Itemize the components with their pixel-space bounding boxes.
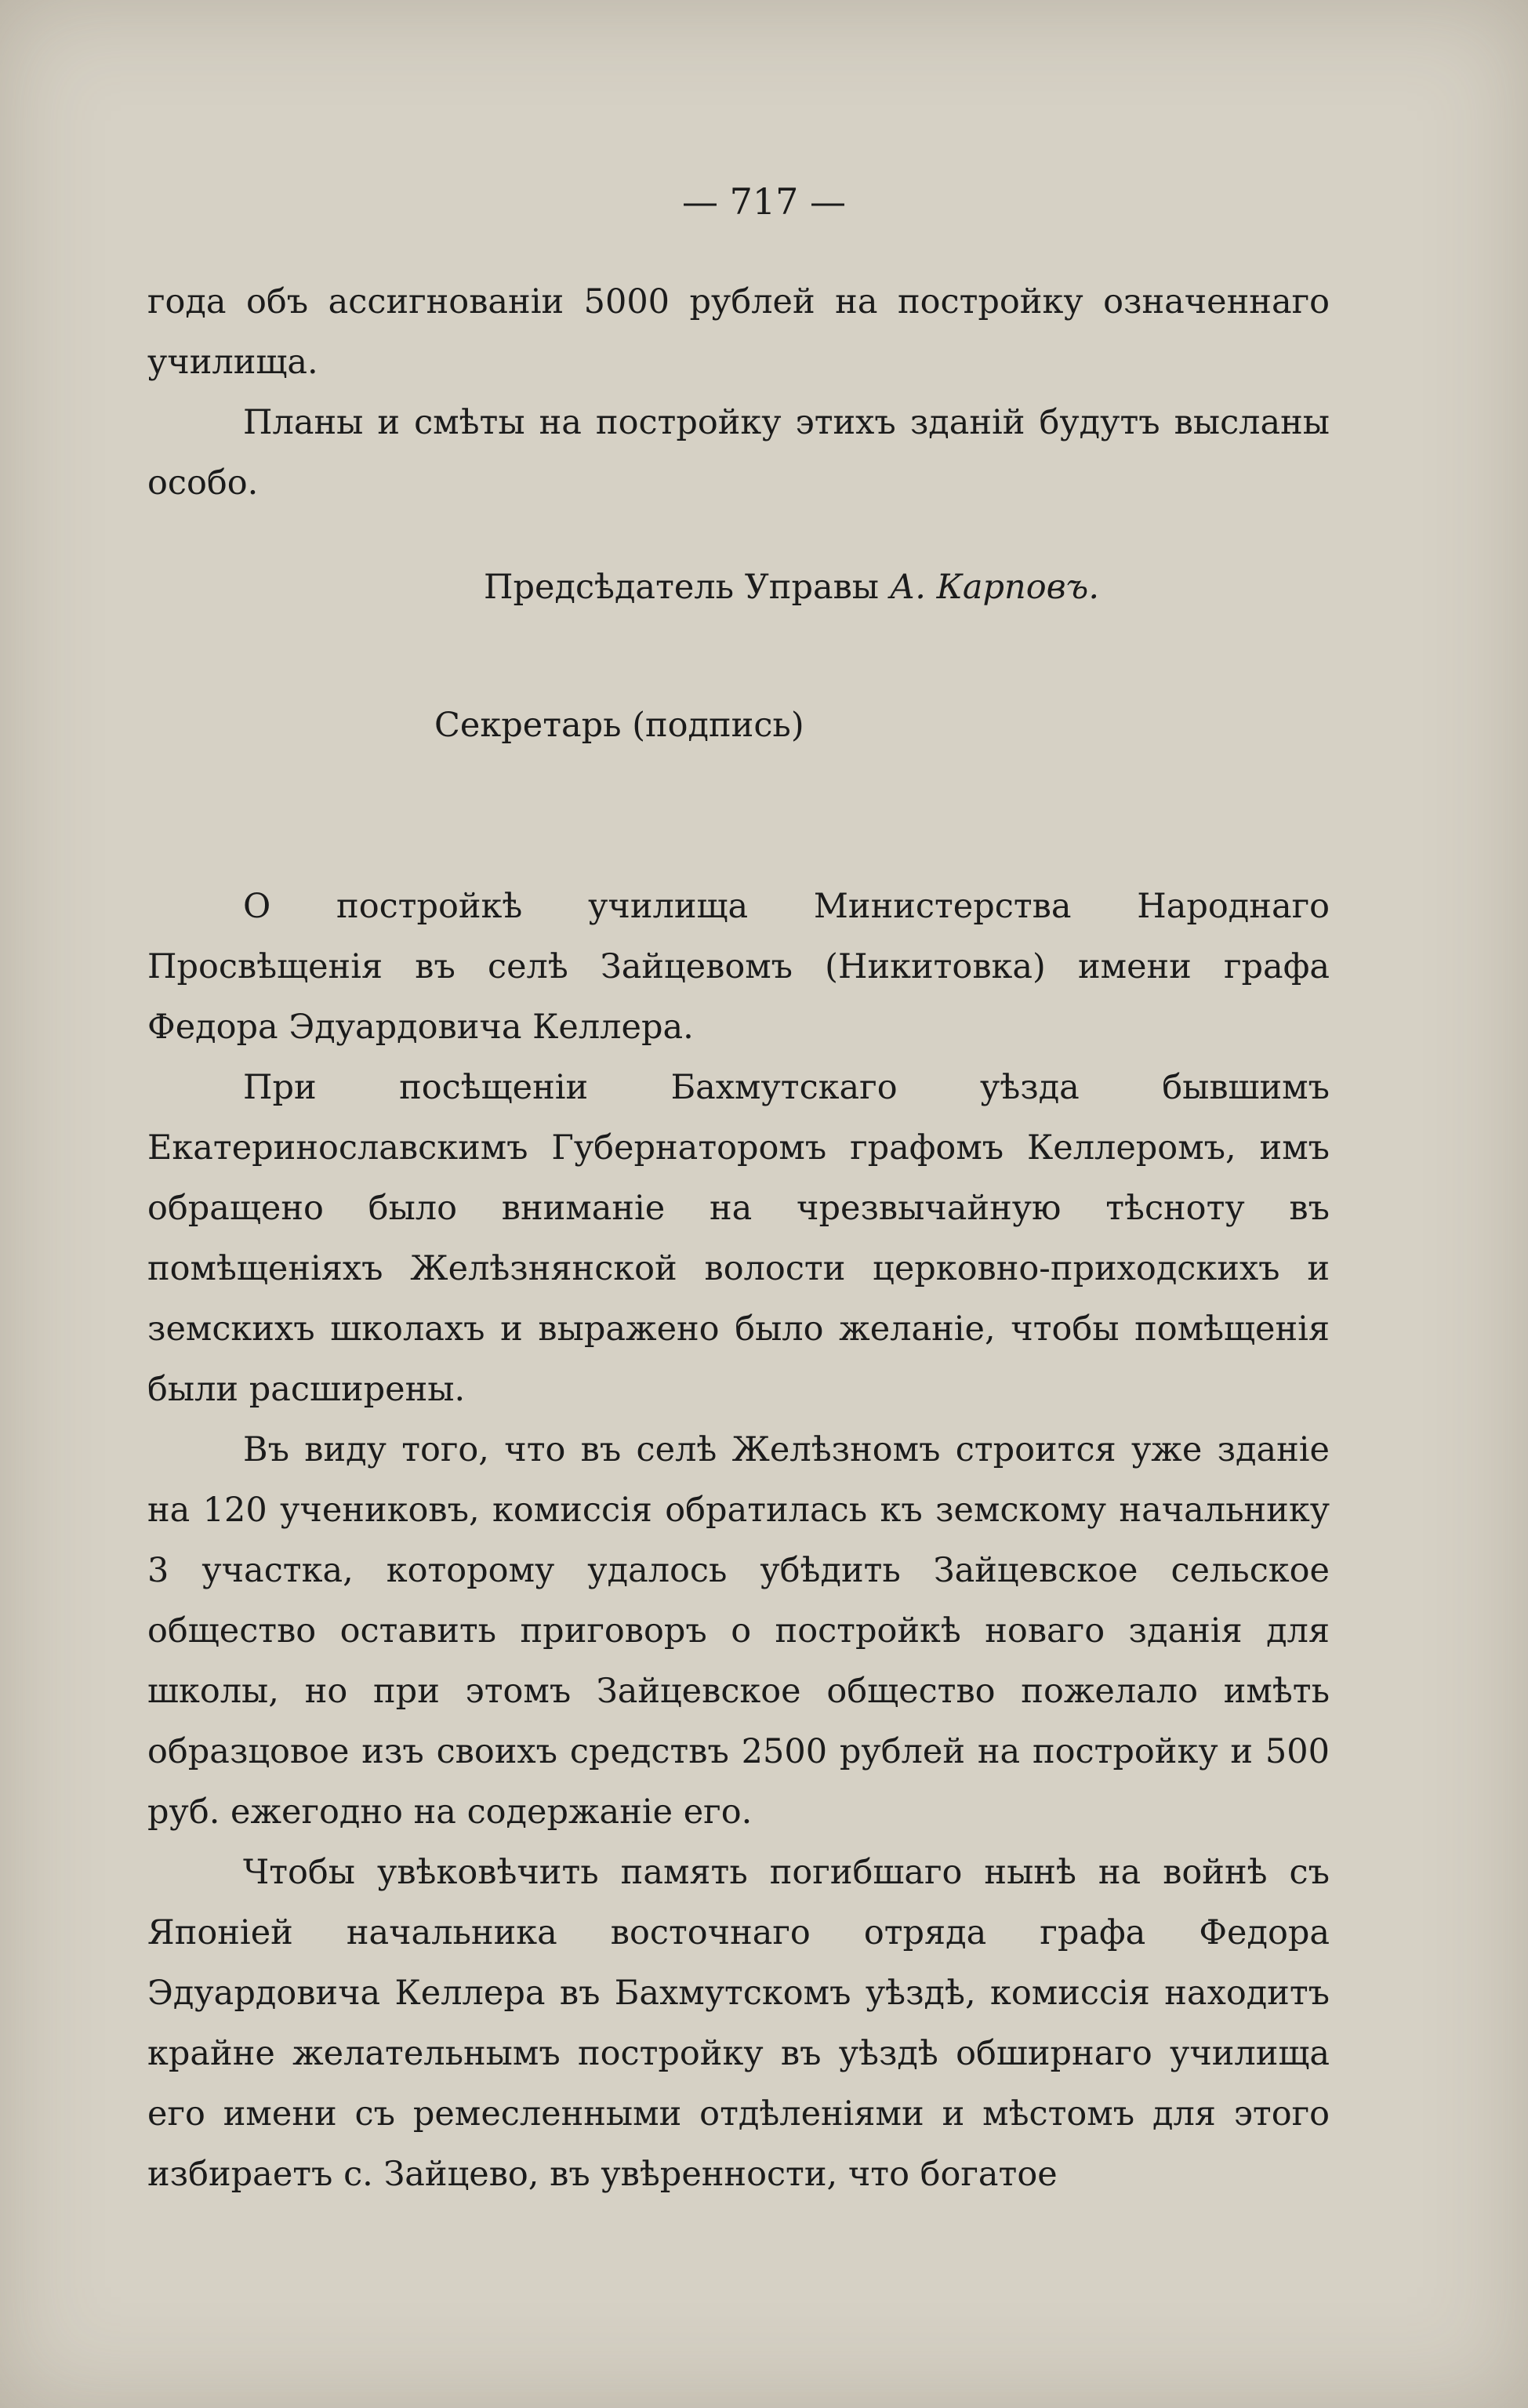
secretary-signature: Секретарь (подпись) [434, 706, 804, 745]
main-body [147, 877, 1330, 2205]
chairman-signature [484, 568, 1099, 607]
paragraph-2: Планы и смѣты на постройку этихъ зданій будутъ высланы особо. [147, 403, 1330, 503]
paragraph-4: При посѣщеніи Бахмутскаго уѣзда бывшимъ Екатеринославскимъ Губернаторомъ графомъ Келлеромъ, имъ обращено было вниманіе на чрезвычайную тѣсноту въ помѣщеніяхъ Желѣзнянской волости церковно-приходскихъ и земскихъ школахъ и выражено было желаніе, чтобы помѣщенія были расширены. [147, 1068, 1330, 1409]
page-number: — 717 — [681, 180, 847, 223]
paragraph-5: Въ виду того, что въ селѣ Желѣзномъ строится уже зданіе на 120 учениковъ, комиссія обратилась къ земскому начальнику 3 участка, которому удалось убѣдить Зайцевское сельское общество оставить приговоръ о постройкѣ новаго зданія для школы, но при этомъ Зайцевское общество пожелало имѣть образцовое изъ своихъ средствъ 2500 рублей на постройку и 500 руб. ежегодно на содержаніе его. [147, 1430, 1330, 1832]
paragraph-6: Чтобы увѣковѣчить память погибшаго нынѣ на войнѣ съ Японіей начальника восточнаго отряда графа Федора Эдуардовича Келлера въ Бахмутскомъ уѣздѣ, комиссія находитъ крайне желательнымъ постройку въ уѣздѣ обширнаго училища его имени съ ремесленными отдѣленіями и мѣстомъ для этого избираетъ с. Зайцево, въ увѣренности, что богатое [147, 1853, 1330, 2194]
paragraph-heading-school: О постройкѣ училища Министерства Народнаго Просвѣщенія въ селѣ Зайцевомъ (Никитовка) имени графа Федора Эдуардовича Келлера. [147, 887, 1330, 1047]
chairman-title: Предсѣдатель Управы [484, 568, 880, 607]
paragraph-1: года объ ассигнованіи 5000 рублей на постройку означеннаго училища. [147, 282, 1330, 382]
paragraph-assignment [147, 272, 1330, 514]
chairman-name: А. Карповъ. [889, 568, 1099, 607]
